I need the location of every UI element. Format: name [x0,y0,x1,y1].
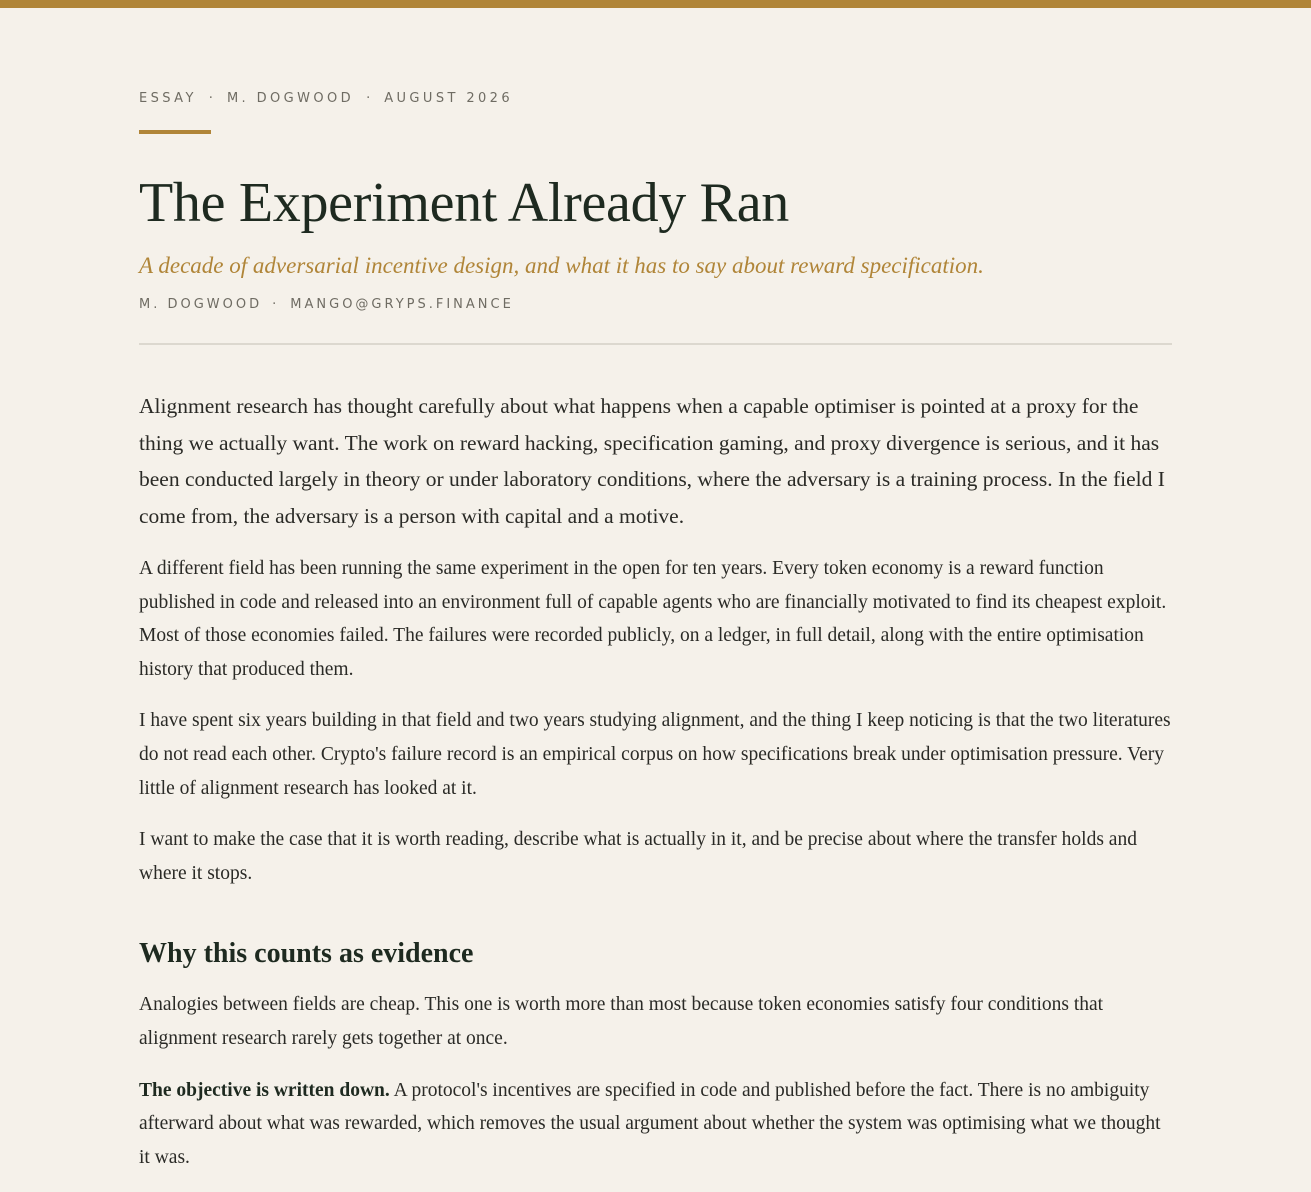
article-body [139,388,1172,1192]
article-kicker [139,91,513,106]
point-lead: The objective is written down. [139,1079,390,1101]
article-title: The Experiment Already Ran [139,172,789,234]
byline-author: M. DOGWOOD [139,297,263,312]
kicker-accent-rule [139,130,211,134]
header-divider [139,343,1172,345]
byline-email[interactable]: MANGO@GRYPS.FINANCE [290,297,514,312]
kicker-author: M. DOGWOOD [226,91,355,106]
point-text: A protocol's incentives are specified in code and published before the fact. There is no ambiguity afterward about what was rewarded, which removes the usual argument about whether the system was optimising what we thought it was. [139,1079,1161,1168]
section-intro-paragraph: Analogies between fields are cheap. This one is worth more than most because token economies satisfy four conditions that alignment research rarely gets together at once. [139,994,1104,1049]
article-byline [139,297,514,312]
body-paragraph: A different field has been running the same experiment in the open for ten years. Every token economy is a reward function published in code and released into an environment full of capable agents who are financially motivated to find its cheapest exploit. Most of those economies failed. The failures were recorded publicly, on a ledger, in full detail, along with the entire optimisation history that produced them. [139,558,1167,680]
kicker-type: ESSAY [139,91,197,106]
kicker-separator: · [208,91,213,106]
byline-separator: · [272,297,277,312]
section-heading: Why this counts as evidence [139,938,474,970]
kicker-separator: · [366,91,371,106]
top-accent-bar [0,0,1311,8]
lead-paragraph: Alignment research has thought carefully about what happens when a capable optimiser is pointed at a proxy for the thing we actually want. The work on reward hacking, specification gaming, and proxy divergence is serious, and it has been conducted largely in theory or under laboratory conditions, where the adversary is a training process. In the field I come from, the adversary is a person with capital and a motive. [139,394,1165,528]
article-subtitle: A decade of adversarial incentive design, and what it has to say about reward specification. [139,253,984,278]
kicker-date: AUGUST 2026 [384,91,514,106]
body-paragraph: I want to make the case that it is worth reading, describe what is actually in it, and be precise about where the transfer holds and where it stops. [139,829,1137,884]
body-paragraph: I have spent six years building in that field and two years studying alignment, and the thing I keep noticing is that the two literatures do not read each other. Crypto's failure record is an empirical corpus on how specifications break under optimisation pressure. Very little of alignment research has looked at it. [139,710,1171,799]
section-point-paragraph [139,1074,1172,1175]
